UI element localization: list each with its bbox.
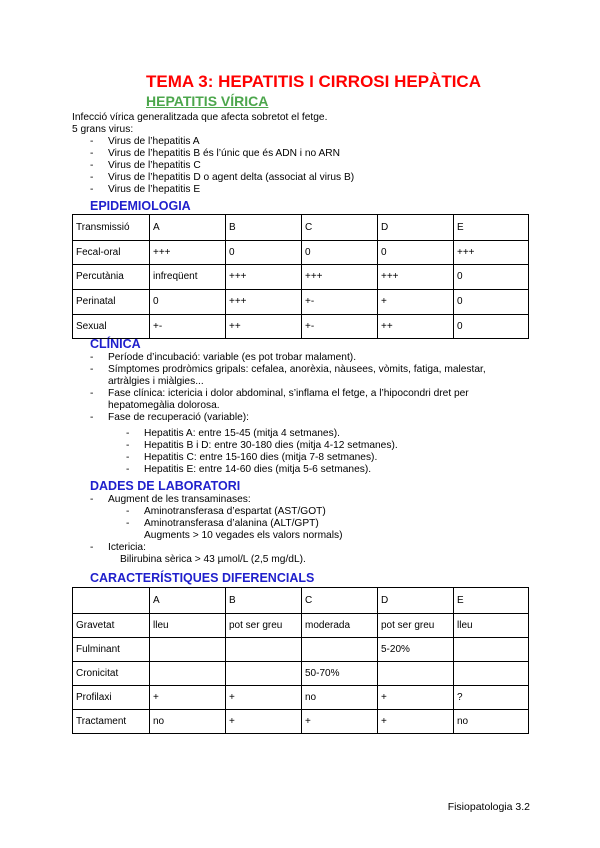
table-cell [454,638,529,662]
table-cell: no [150,710,226,734]
table-cell: +++ [302,265,378,290]
table-cell [226,662,302,686]
table-cell: + [378,686,454,710]
section-heading-epidemiologia: EPIDEMIOLOGIA [90,199,191,213]
table-cell: +++ [226,290,302,315]
table-row [73,290,529,315]
table-cell: +++ [226,265,302,290]
table-cell: 0 [150,290,226,315]
table-cell [378,662,454,686]
table-cell: 0 [226,241,302,265]
section-heading-clinica: CLÍNICA [90,337,141,351]
laboratori-list [90,494,490,566]
table-cell: moderada [302,614,378,638]
table-cell [73,588,150,614]
table-cell: + [150,686,226,710]
page-title: TEMA 3: HEPATITIS I CIRROSI HEPÀTICA [146,72,481,91]
table-cell: E [454,215,529,241]
table-cell: 0 [454,315,529,339]
table-cell: C [302,215,378,241]
table-cell: infreqüent [150,265,226,290]
table-cell [454,662,529,686]
table-cell [302,638,378,662]
table-row [73,710,529,734]
list-item: - Aminotransferasa d’espartat (AST/GOT) [126,506,326,517]
table-cell: no [454,710,529,734]
table-cell: ? [454,686,529,710]
list-item: - Augment de les transaminases: [90,494,251,505]
table-row [73,241,529,265]
table-cell: Fecal-oral [73,241,150,265]
table-cell: + [378,710,454,734]
section-title-hepatitis-virica: HEPATITIS VÍRICA [146,93,269,109]
table-cell: E [454,588,529,614]
table-header-row [73,215,529,241]
table-cell: C [302,588,378,614]
epidemiologia-table [72,214,529,339]
table-cell: B [226,215,302,241]
table-cell: 0 [378,241,454,265]
diferencials-table [72,587,529,734]
table-cell: Perinatal [73,290,150,315]
table-row [73,686,529,710]
table-row [73,638,529,662]
table-cell: A [150,588,226,614]
list-item: Bilirubina sèrica > 43 µmol/L (2,5 mg/dL). [120,554,306,565]
table-row [73,265,529,290]
table-cell [226,638,302,662]
table-row [73,662,529,686]
section-heading-diferencials: CARACTERÍSTIQUES DIFERENCIALS [90,571,315,585]
table-cell: Profilaxi [73,686,150,710]
table-cell: +- [302,315,378,339]
table-cell: Sexual [73,315,150,339]
table-cell: 0 [454,265,529,290]
table-cell: no [302,686,378,710]
table-cell: 0 [302,241,378,265]
table-cell: ++ [378,315,454,339]
table-cell: +++ [150,241,226,265]
table-header-row [73,588,529,614]
table-cell: 50-70% [302,662,378,686]
table-cell: +++ [378,265,454,290]
table-cell: A [150,215,226,241]
table-cell: +- [150,315,226,339]
table-cell: Tractament [73,710,150,734]
table-cell: + [226,686,302,710]
table-cell: lleu [454,614,529,638]
table-cell: +- [302,290,378,315]
intro-text: Infecció vírica generalitzada que afecta sobretot el fetge. [72,112,328,123]
table-cell: pot ser greu [226,614,302,638]
table-cell: 0 [454,290,529,315]
table-cell: D [378,215,454,241]
table-cell: lleu [150,614,226,638]
list-item: - Ictericia: [90,542,146,553]
table-row [73,614,529,638]
table-cell: Cronicitat [73,662,150,686]
table-cell [150,638,226,662]
intro-count: 5 grans virus: [72,124,134,135]
table-cell: + [226,710,302,734]
table-cell: + [302,710,378,734]
table-cell [150,662,226,686]
table-cell: Fulminant [73,638,150,662]
table-cell: +++ [454,241,529,265]
table-cell: Transmissió [73,215,150,241]
list-item: Augments > 10 vegades els valors normals) [144,530,343,541]
table-cell: Gravetat [73,614,150,638]
list-item: - Aminotransferasa d’alanina (ALT/GPT) [126,518,319,529]
table-cell: Percutània [73,265,150,290]
table-cell: + [378,290,454,315]
table-cell: D [378,588,454,614]
table-row [73,315,529,339]
section-heading-laboratori: DADES DE LABORATORI [90,479,241,493]
table-cell: pot ser greu [378,614,454,638]
page-footer: Fisiopatologia 3.2 [447,801,530,813]
table-cell: 5-20% [378,638,454,662]
table-cell: ++ [226,315,302,339]
table-cell: B [226,588,302,614]
